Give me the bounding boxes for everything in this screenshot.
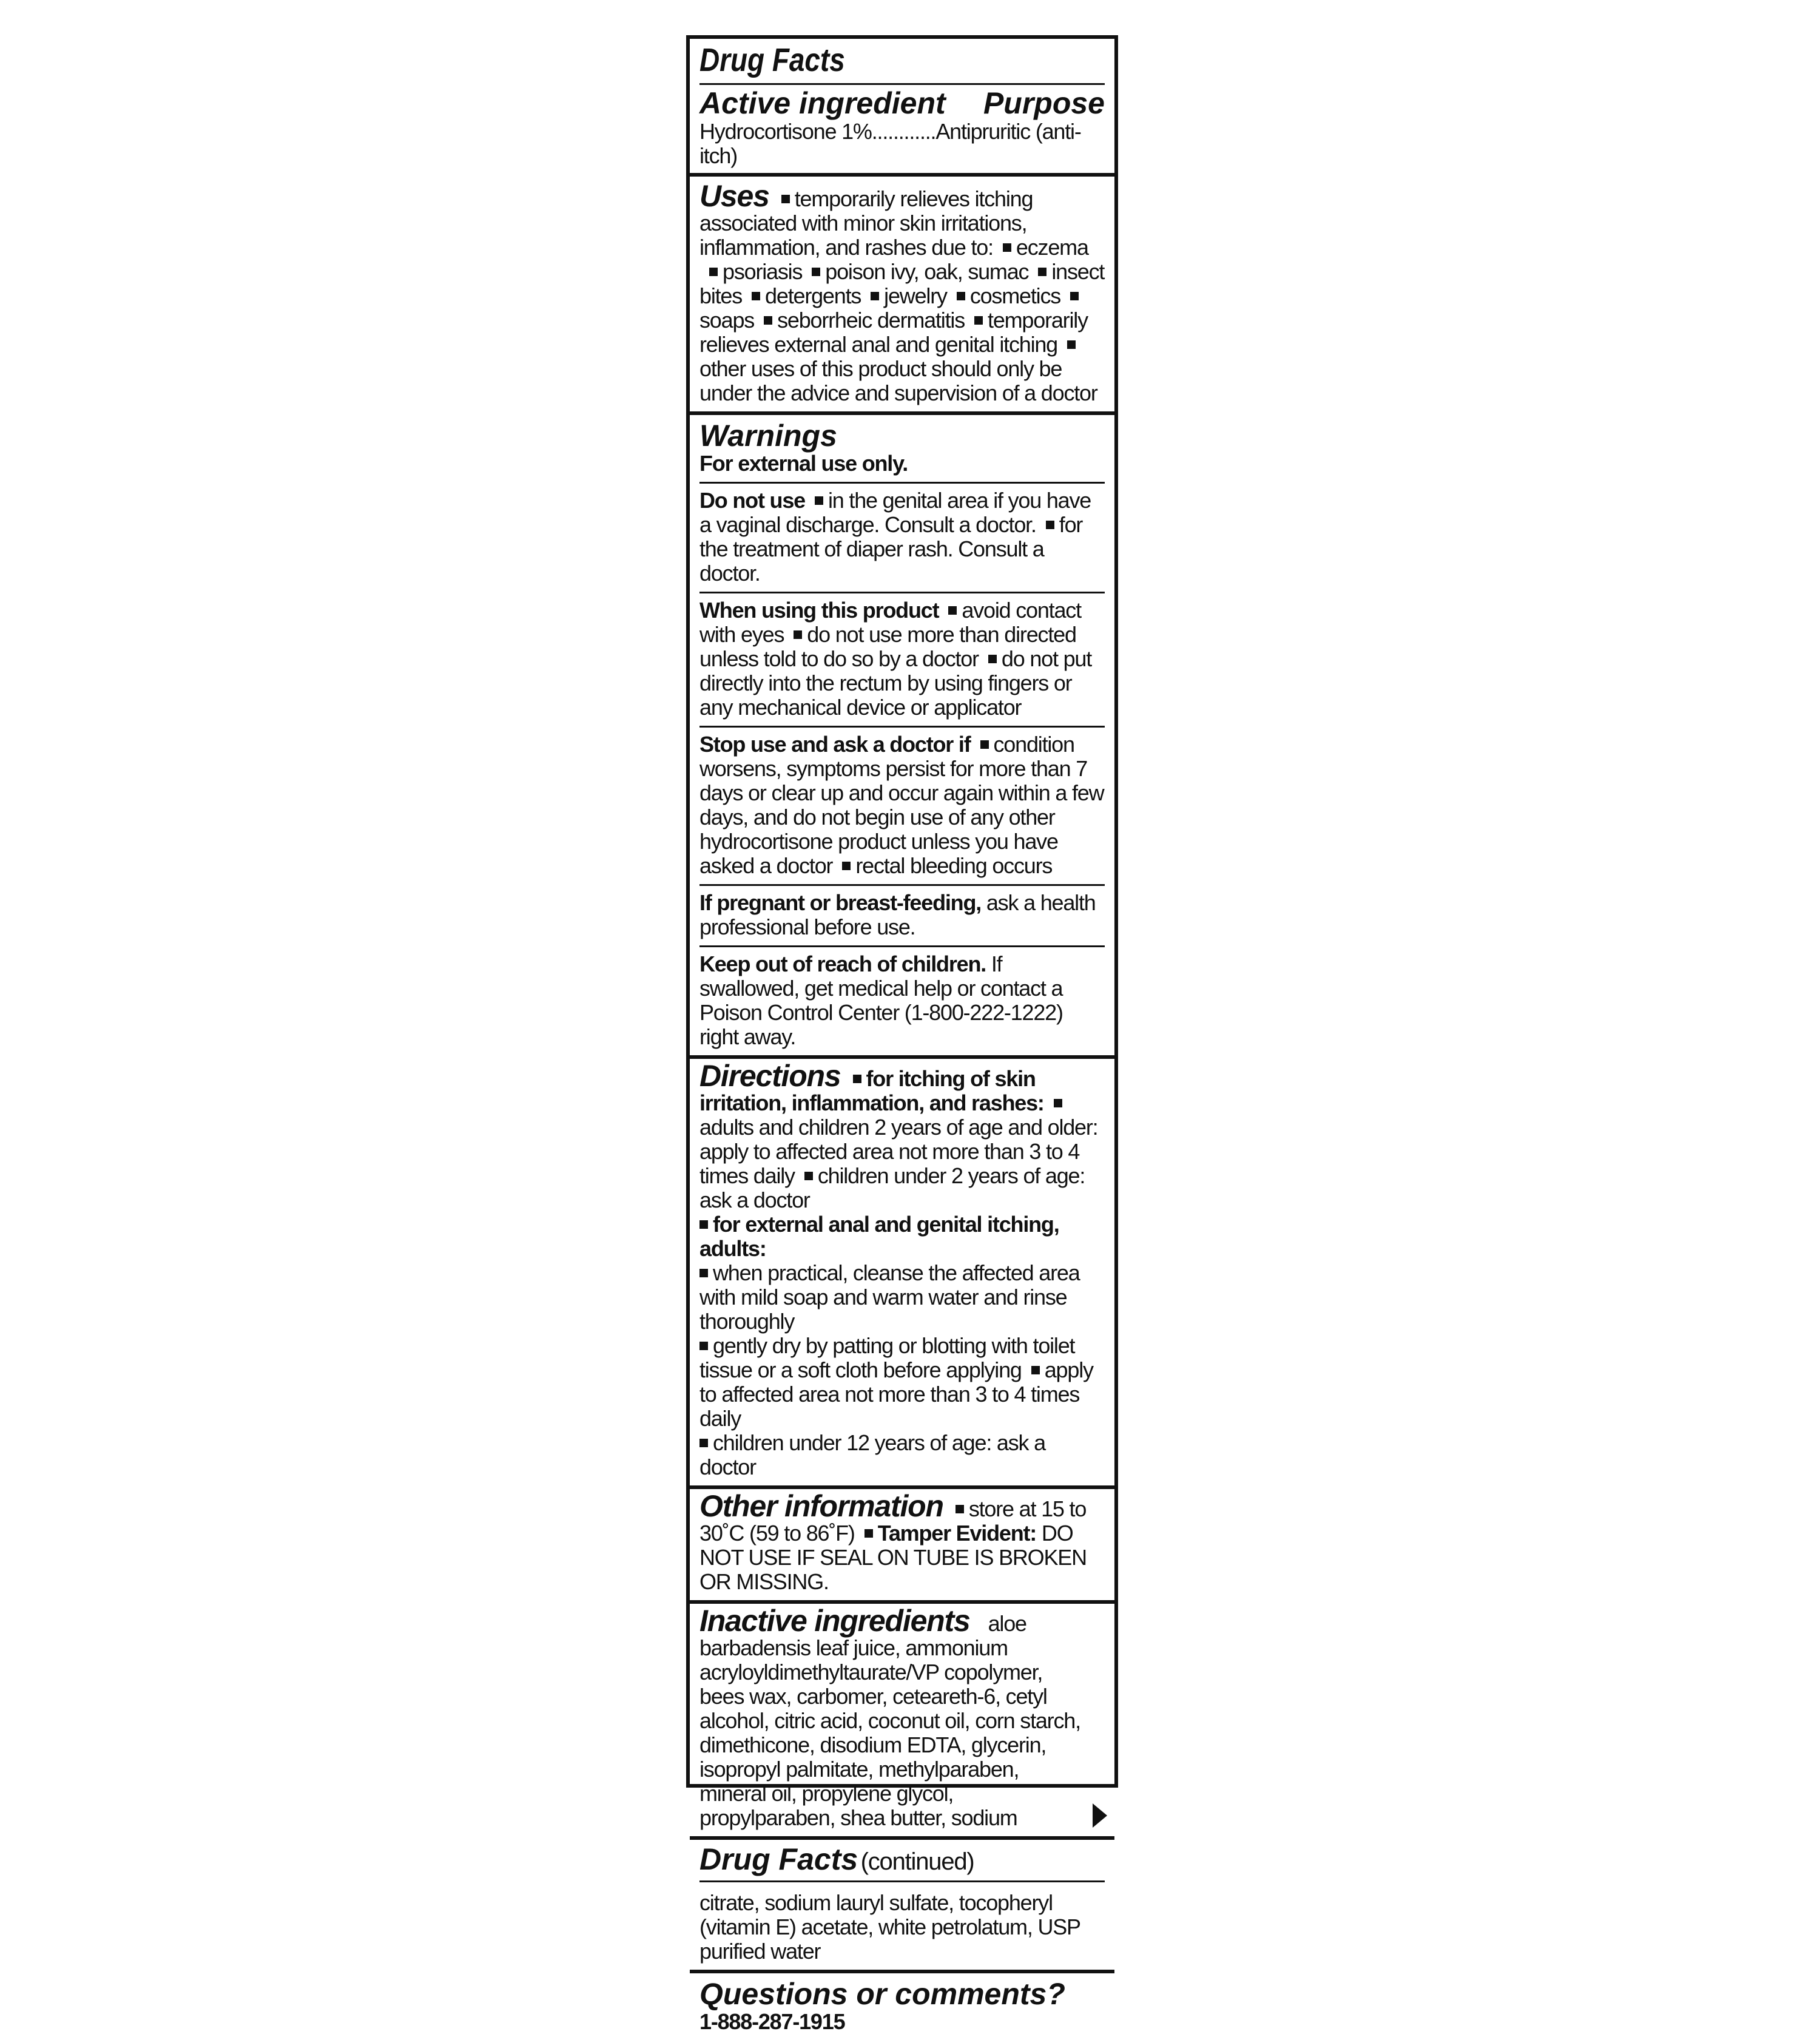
bullet-icon: [988, 655, 997, 663]
active-ingredient-line: Hydrocortisone 1%............Antipruritic (anti-itch): [699, 118, 1081, 168]
bullet-icon: [1054, 1099, 1062, 1107]
pregnant-label: If pregnant or breast-feeding,: [699, 890, 982, 916]
stop-use-block: [699, 726, 1105, 884]
divider: [699, 83, 1105, 85]
bullet-icon: [1070, 292, 1079, 300]
bullet-icon: [1067, 340, 1076, 349]
direction-item: gently dry by patting or blotting with toilet tissue or a soft cloth before applying: [699, 1333, 1075, 1383]
warning-item: for the treatment of diaper rash. Consult a doctor.: [699, 512, 1083, 586]
use-item: cosmetics: [969, 283, 1061, 308]
bullet-icon: [842, 862, 851, 870]
warning-item: avoid contact with eyes: [699, 598, 1081, 647]
bullet-icon: [699, 1269, 708, 1277]
direction-item: adults and children 2 years of age and older: apply to affected area not more than 3 to 4 times daily: [699, 1115, 1098, 1189]
use-item: soaps: [699, 307, 755, 333]
bullet-icon: [781, 195, 790, 203]
warning-item: do not use more than directed unless told to do so by a doctor: [699, 622, 1076, 672]
use-item: insect bites: [699, 258, 1105, 308]
do-not-use-label: Do not use: [699, 488, 805, 513]
pregnant-text: ask a health professional before use.: [699, 890, 1096, 940]
children-label: Keep out of reach of children.: [699, 951, 986, 977]
direction-item: apply to affected area not more than 3 to 4 times daily: [699, 1357, 1093, 1431]
drug-facts-title: Drug Facts: [699, 42, 845, 78]
warning-item: condition worsens, symptoms persist for more than 7 days or clear up and occur again within a few days, and do not begin use of any other hydrocortisone product unless you have asked a doctor: [699, 732, 1104, 879]
external-use-note: For external use only.: [699, 451, 908, 476]
bullet-icon: [709, 268, 718, 276]
use-item: psoriasis: [723, 258, 803, 284]
bullet-icon: [1003, 243, 1011, 252]
active-ingredient-heading: Active ingredient: [699, 86, 946, 121]
when-using-block: [699, 592, 1105, 726]
continued-suffix: (continued): [860, 1848, 974, 1876]
questions-phone: 1-888-287-1915: [699, 2009, 845, 2034]
children-block: [699, 945, 1105, 1055]
questions-section: [690, 1973, 1114, 2034]
purpose-heading: Purpose: [983, 86, 1105, 121]
continued-section: [690, 1840, 1114, 1973]
continued-text: citrate, sodium lauryl sulfate, tocopheryl (vitamin E) acetate, white petrolatum, USP purified water: [699, 1890, 1080, 1964]
bullet-icon: [980, 740, 989, 749]
bullet-icon: [1046, 521, 1054, 529]
bullet-icon: [764, 316, 772, 325]
tamper-text: DO NOT USE IF SEAL ON TUBE IS BROKEN OR MISSING.: [699, 1521, 1087, 1595]
bullet-icon: [1038, 268, 1046, 276]
use-item: detergents: [765, 283, 861, 308]
bullet-icon: [864, 1529, 873, 1538]
bullet-icon: [699, 1439, 708, 1447]
bullet-icon: [794, 630, 802, 639]
inactive-section: [690, 1604, 1114, 1840]
bullet-icon: [699, 1220, 708, 1229]
continue-arrow-icon: [1093, 1803, 1107, 1828]
when-using-label: When using this product: [699, 598, 939, 623]
warnings-section: [690, 415, 1114, 1059]
drug-facts-panel: [686, 35, 1118, 2034]
pregnant-block: [699, 884, 1105, 945]
divider: [699, 1880, 1105, 1882]
bullet-icon: [1031, 1366, 1040, 1374]
storage-text: store at 15 to 30˚C (59 to 86˚F): [699, 1496, 1087, 1546]
directions-section: [690, 1059, 1114, 1489]
do-not-use-block: [699, 482, 1105, 592]
uses-section: [690, 177, 1114, 415]
use-item: seborrheic dermatitis: [777, 307, 965, 333]
use-item: other uses of this product should only be under the advice and supervision of a doctor: [699, 356, 1097, 405]
direction-item: children under 12 years of age: ask a doctor: [699, 1430, 1045, 1480]
directions-subheading: for itching of skin irritation, inflammation, and rashes:: [699, 1066, 1044, 1116]
use-item: temporarily relieves itching associated with minor skin irritations, inflammation, and rashes due to:: [699, 186, 1033, 260]
direction-item: children under 2 years of age: ask a doctor: [699, 1163, 1085, 1213]
tamper-label: Tamper Evident:: [877, 1521, 1037, 1546]
use-item: jewelry: [884, 283, 947, 308]
warning-item: do not put directly into the rectum by using fingers or any mechanical device or applicator: [699, 646, 1092, 720]
bullet-icon: [804, 1172, 813, 1180]
bullet-icon: [752, 292, 760, 300]
bullet-icon: [957, 292, 965, 300]
questions-heading: Questions or comments?: [699, 1976, 1065, 2011]
bullet-icon: [699, 1342, 708, 1350]
bullet-icon: [812, 268, 820, 276]
use-item: eczema: [1016, 234, 1088, 260]
use-item: poison ivy, oak, sumac: [825, 258, 1029, 284]
children-text: If swallowed, get medical help or contact a Poison Control Center (1-800-222-1222) right away.: [699, 951, 1063, 1050]
directions-heading: Directions: [699, 1059, 841, 1093]
other-info-heading: Other information: [699, 1489, 943, 1524]
bullet-icon: [815, 496, 823, 505]
warning-item: in the genital area if you have a vaginal discharge. Consult a doctor.: [699, 488, 1091, 538]
directions-subheading: for external anal and genital itching, adults:: [699, 1212, 1059, 1262]
direction-item: when practical, cleanse the affected area with mild soap and warm water and rinse thoroughly: [699, 1260, 1080, 1334]
uses-heading: Uses: [699, 178, 769, 213]
stop-use-label: Stop use and ask a doctor if: [699, 732, 971, 757]
bullet-icon: [974, 316, 983, 325]
bullet-icon: [956, 1505, 964, 1513]
header-section: [690, 39, 1114, 177]
bullet-icon: [948, 606, 957, 615]
other-info-section: [690, 1489, 1114, 1604]
bullet-icon: [871, 292, 879, 300]
warnings-heading: Warnings: [699, 418, 837, 453]
inactive-heading: Inactive ingredients: [699, 1604, 970, 1638]
warning-item: rectal bleeding occurs: [855, 853, 1053, 879]
bullet-icon: [853, 1075, 861, 1083]
use-item: temporarily relieves external anal and genital itching: [699, 307, 1088, 357]
continued-title: Drug Facts: [699, 1842, 858, 1877]
inactive-text: aloe barbadensis leaf juice, ammonium acryloyldimethyltaurate/VP copolymer, bees wax, carbomer, ceteareth-6, cetyl alcohol, citric acid, coconut oil, corn starch, dimethicone, disodium EDTA, glycerin, isopropyl palmitate, methylparaben, mineral oil, propylene glycol, propylparaben, shea butter, sodium: [699, 1611, 1080, 1831]
